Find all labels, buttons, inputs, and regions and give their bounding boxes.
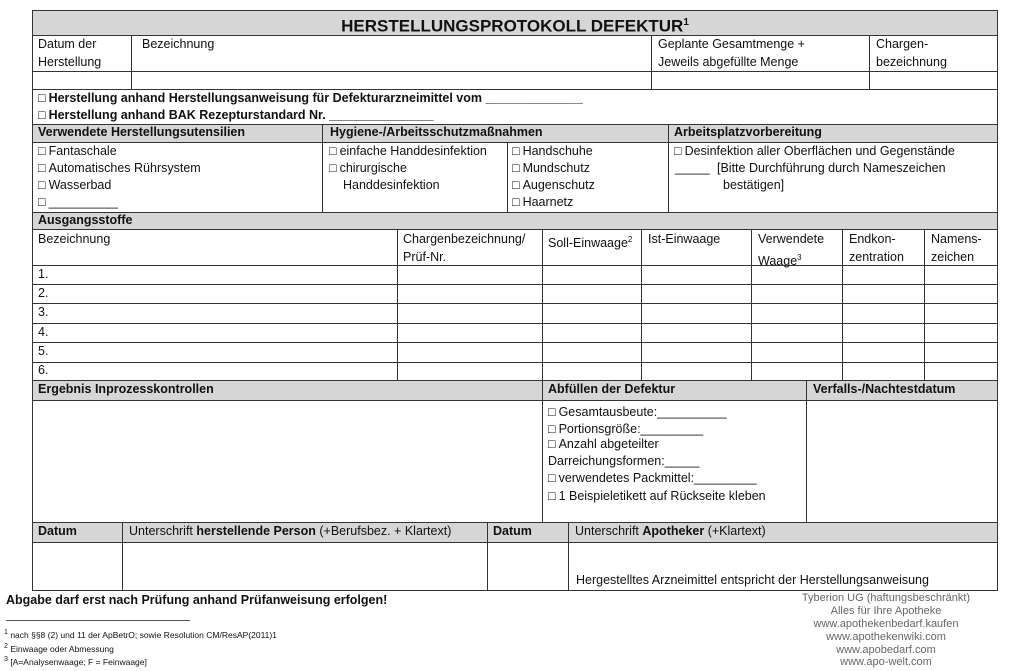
sig1-post: (+Berufsbez. + Klartext)	[315, 524, 452, 538]
checkbox-anzahl[interactable]: □ Anzahl abgeteilter	[548, 436, 659, 454]
signature-datum1: Datum	[38, 524, 77, 538]
input-datum[interactable]	[33, 72, 131, 89]
watermark-line[interactable]: www.apobedarf.com	[836, 644, 936, 656]
checkbox-handdesinfektion[interactable]: □ einfache Handdesinfektion	[329, 143, 487, 161]
footnote-divider	[6, 620, 190, 621]
watermark-line: Tyberion UG (haftungsbeschränkt)	[801, 592, 971, 604]
page-title-text: HERSTELLUNGSPROTOKOLL DEFEKTUR	[341, 16, 684, 36]
signature-herstellende	[129, 523, 451, 541]
col-soll-einwaage	[548, 231, 632, 253]
sig1-pre: Unterschrift	[129, 524, 197, 538]
col-endkonzentration-line2: zentration	[849, 249, 904, 264]
header-menge	[658, 36, 805, 71]
col-chargenbezeichnung	[403, 231, 525, 266]
chirurgische-cont: Handdesinfektion	[343, 178, 440, 192]
checkbox-packmittel[interactable]: □ verwendetes Packmittel:_________	[548, 470, 757, 488]
sig1-bold: herstellende Person	[196, 524, 316, 538]
header-charge	[876, 36, 947, 71]
workplace-note-line1: [Bitte Durchführung durch Nameszeichen	[717, 161, 946, 175]
signature-datum2: Datum	[493, 524, 532, 538]
checkbox-chirurgische[interactable]: □ chirurgische	[329, 160, 407, 178]
header-datum-line1: Datum der	[38, 37, 97, 51]
page-title-footnote: 1	[683, 17, 689, 28]
header-bezeichnung: Bezeichnung	[142, 37, 215, 51]
checkbox-beispieletikett[interactable]: □ 1 Beispieletikett auf Rückseite kleben	[548, 488, 766, 506]
checkbox-wasserbad[interactable]: □ Wasserbad	[38, 177, 111, 195]
checkbox-fantaschale[interactable]: □ Fantaschale	[38, 143, 117, 161]
header-datum-line2: Herstellung	[38, 54, 102, 69]
col-waage-footnote: 3	[797, 252, 802, 262]
option-bak-rezepturstandard[interactable]: □ Herstellung anhand BAK Rezepturstandard Nr. _______________	[38, 107, 433, 125]
col-bezeichnung: Bezeichnung	[38, 232, 111, 246]
checkbox-portionsgroesse[interactable]: □ Portionsgröße:_________	[548, 421, 703, 439]
col-waage-line2: Waage	[758, 253, 798, 268]
col-endkonzentration-line1: Endkon-	[849, 232, 896, 246]
footnote-2-text: Einwaage oder Abmessung	[10, 643, 114, 654]
checkbox-handschuhe[interactable]: □ Handschuhe	[512, 143, 593, 161]
footnote-2-mark: 2	[4, 642, 8, 650]
notice-text: Abgabe darf erst nach Prüfung anhand Prüfanweisung erfolgen!	[6, 593, 388, 607]
col-waage-line1: Verwendete	[758, 232, 825, 246]
checkbox-desinfektion[interactable]: □ Desinfektion aller Oberflächen und Gegenstände	[674, 143, 955, 161]
sig2-bold: Apotheker	[642, 524, 705, 538]
col-namenszeichen-line1: Namens-	[931, 232, 982, 246]
ergebnis-field[interactable]	[33, 401, 542, 522]
darreichungsformen[interactable]: Darreichungsformen:_____	[548, 454, 700, 468]
col-chargenbezeichnung-line1: Chargenbezeichnung/	[403, 232, 526, 246]
checkbox-augenschutz[interactable]: □ Augenschutz	[512, 177, 595, 195]
table-row-number: 2.	[38, 286, 49, 300]
input-charge[interactable]	[870, 72, 997, 89]
signature-datum1-field[interactable]	[33, 543, 122, 590]
col-endkonzentration	[849, 231, 904, 266]
checkbox-utensil-other[interactable]: □ __________	[38, 194, 118, 212]
table-row-number: 6.	[38, 363, 49, 377]
watermark-line[interactable]: www.apo-welt.com	[840, 656, 932, 668]
watermark-line[interactable]: www.apothekenwiki.com	[826, 631, 946, 643]
workplace-sign-blank[interactable]: _____	[675, 161, 710, 175]
input-menge[interactable]	[652, 72, 869, 89]
section-band-ausgangsstoffe	[32, 212, 998, 229]
verfall-header: Verfalls-/Nachtestdatum	[813, 382, 956, 396]
option-herstellungsanweisung[interactable]: □ Herstellung anhand Herstellungsanweisung für Defekturarzneimittel vom ______________	[38, 90, 583, 108]
ergebnis-header: Ergebnis Inprozesskontrollen	[38, 382, 214, 396]
abfuellen-header: Abfüllen der Defektur	[548, 382, 676, 396]
table-row-number: 4.	[38, 325, 49, 339]
sig2-post: (+Klartext)	[704, 524, 766, 538]
col-namenszeichen-line2: zeichen	[931, 249, 975, 264]
footnote-2	[4, 642, 114, 654]
col-soll-footnote: 2	[627, 235, 633, 244]
footnote-1-text: nach §§8 (2) und 11 der ApBetrO; sowie Resolution CM/ResAP(2011)1	[10, 629, 277, 640]
utensils-header: Verwendete Herstellungsutensilien	[38, 125, 246, 139]
watermark-line[interactable]: www.apothekenbedarf.kaufen	[813, 618, 959, 630]
signature-apotheker	[575, 523, 766, 541]
page-title	[32, 12, 998, 38]
input-bezeichnung[interactable]	[132, 72, 651, 89]
col-namenszeichen	[931, 231, 982, 266]
header-menge-line1: Geplante Gesamtmenge +	[658, 37, 805, 51]
header-charge-line2: bezeichnung	[876, 54, 947, 69]
col-soll-einwaage-text: Soll-Einwaage	[548, 236, 628, 251]
footnote-1	[4, 628, 277, 640]
checkbox-haarnetz[interactable]: □ Haarnetz	[512, 194, 573, 212]
header-datum	[38, 36, 101, 71]
footnote-3-mark: 3	[4, 655, 8, 663]
checkbox-gesamtausbeute[interactable]: □ Gesamtausbeute:__________	[548, 404, 727, 422]
workplace-header: Arbeitsplatzvorbereitung	[674, 125, 822, 139]
verfall-field[interactable]	[807, 401, 997, 522]
header-charge-line1: Chargen-	[876, 37, 929, 51]
table-row-number: 3.	[38, 305, 49, 319]
ausgangsstoffe-header: Ausgangsstoffe	[38, 213, 133, 227]
footnote-3-text: [A=Analysenwaage; F = Feinwaage]	[10, 656, 147, 667]
signature-datum2-field[interactable]	[488, 543, 568, 590]
sig2-pre: Unterschrift	[575, 524, 643, 538]
col-waage	[758, 231, 824, 270]
table-row-number: 1.	[38, 267, 49, 281]
workplace-note-line2: bestätigen]	[723, 178, 785, 192]
col-chargenbezeichnung-line2: Prüf-Nr.	[403, 249, 447, 264]
hygiene-header: Hygiene-/Arbeitsschutzmaßnahmen	[330, 125, 543, 139]
watermark-line: Alles für Ihre Apotheke	[830, 605, 942, 617]
footnote-3	[4, 655, 147, 667]
footnote-1-mark: 1	[4, 628, 8, 636]
col-ist-einwaage: Ist-Einwaage	[648, 232, 721, 246]
confirmation-text: Hergestelltes Arzneimittel entspricht der Herstellungsanweisung	[576, 573, 929, 587]
table-row-number: 5.	[38, 344, 49, 358]
checkbox-mundschutz[interactable]: □ Mundschutz	[512, 160, 590, 178]
checkbox-ruehrsystem[interactable]: □ Automatisches Rührsystem	[38, 160, 201, 178]
signature-herstellende-field[interactable]	[123, 543, 487, 590]
header-menge-line2: Jeweils abgefüllte Menge	[658, 54, 799, 69]
